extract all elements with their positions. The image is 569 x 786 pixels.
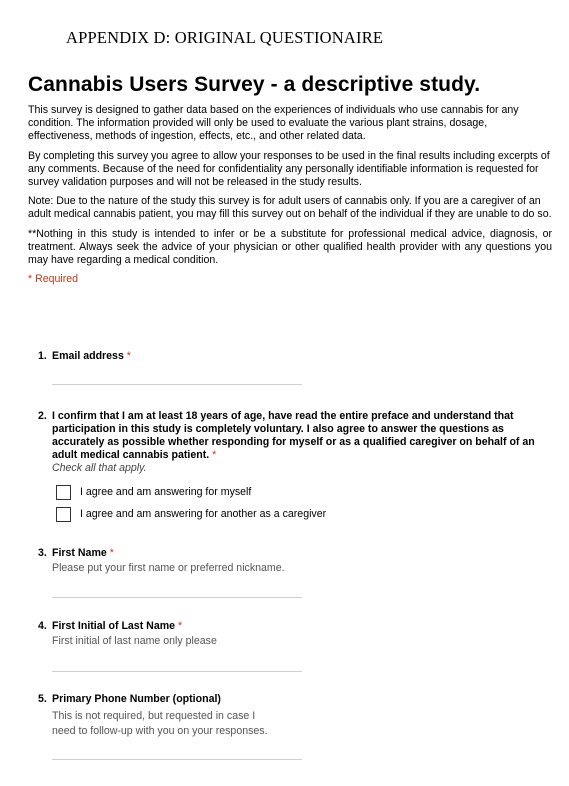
question-number: 4. <box>38 620 47 632</box>
question-label: First Initial of Last Name <box>52 620 176 632</box>
required-asterisk: * <box>177 620 183 632</box>
first-name-input[interactable] <box>52 597 302 598</box>
checkbox-caregiver[interactable] <box>56 507 71 522</box>
question-help: need to follow-up with you on your responses. <box>52 725 268 737</box>
required-note: * Required <box>28 273 79 286</box>
question-hint: Check all that apply. <box>52 462 147 474</box>
option-label: I agree and am answering for another as a caregiver <box>80 508 327 520</box>
survey-title: Cannabis Users Survey - a descriptive study. <box>28 73 481 96</box>
question-help: First initial of last name only please <box>52 635 217 647</box>
question-label: First Name <box>52 547 107 559</box>
question-number: 5. <box>38 693 47 705</box>
question-label: Primary Phone Number (optional) <box>52 693 221 705</box>
question-number: 1. <box>38 350 47 362</box>
appendix-heading: APPENDIX D: ORIGINAL QUESTIONAIRE <box>66 28 384 47</box>
intro-paragraph: Note: Due to the nature of the study this survey is for adult users of cannabis only. If you are a caregiver of an adult medical cannabis patient, you may fill this survey out on behalf of the individual if they are unable to do so. <box>28 195 552 221</box>
question-first-name <box>38 547 538 598</box>
last-initial-input[interactable] <box>52 671 302 672</box>
disclaimer-paragraph: **Nothing in this study is intended to infer or be a substitute for professional medical advice, diagnosis, or treatment. Always seek the advice of your physician or other qualified health provider with any questions you may have regarding a medical condition. <box>28 227 552 267</box>
email-input[interactable] <box>52 384 302 385</box>
required-asterisk: * <box>109 547 114 559</box>
option-label: I agree and am answering for myself <box>80 486 252 498</box>
option-self[interactable] <box>56 481 538 503</box>
phone-input[interactable] <box>52 759 302 760</box>
question-number: 3. <box>38 547 47 559</box>
question-label: I confirm that I am at least 18 years of age, have read the entire preface and understand that participation in this study is completely voluntary. I also agree to answer the questions as accurately as possible whether responding for myself or as a qualified caregiver on behalf of an adult medical cannabis patient. <box>52 410 535 461</box>
option-caregiver[interactable] <box>56 503 538 525</box>
question-phone <box>38 693 538 760</box>
question-label: Email address <box>52 350 124 362</box>
required-asterisk: * <box>212 449 217 461</box>
survey-intro <box>28 104 552 286</box>
question-number: 2. <box>38 410 47 422</box>
intro-paragraph: By completing this survey you agree to allow your responses to be used in the final results including excerpts of any comments. Because of the need for confidentiality any personally identifiable information is requested for survey validation purposes and will not be released in the study results. <box>28 149 550 189</box>
required-asterisk: * <box>126 350 131 362</box>
question-last-initial <box>38 620 538 672</box>
question-email <box>38 350 538 385</box>
question-consent <box>38 410 538 525</box>
question-help: This is not required, but requested in case I <box>52 710 256 722</box>
question-help: Please put your first name or preferred nickname. <box>52 562 285 574</box>
intro-paragraph: This survey is designed to gather data based on the experiences of individuals who use cannabis for any condition. The information provided will only be used to evaluate the various plant strains, dosage, effectiveness, methods of ingestion, effects, etc., and other related data. <box>28 104 519 143</box>
checkbox-self[interactable] <box>56 485 71 500</box>
